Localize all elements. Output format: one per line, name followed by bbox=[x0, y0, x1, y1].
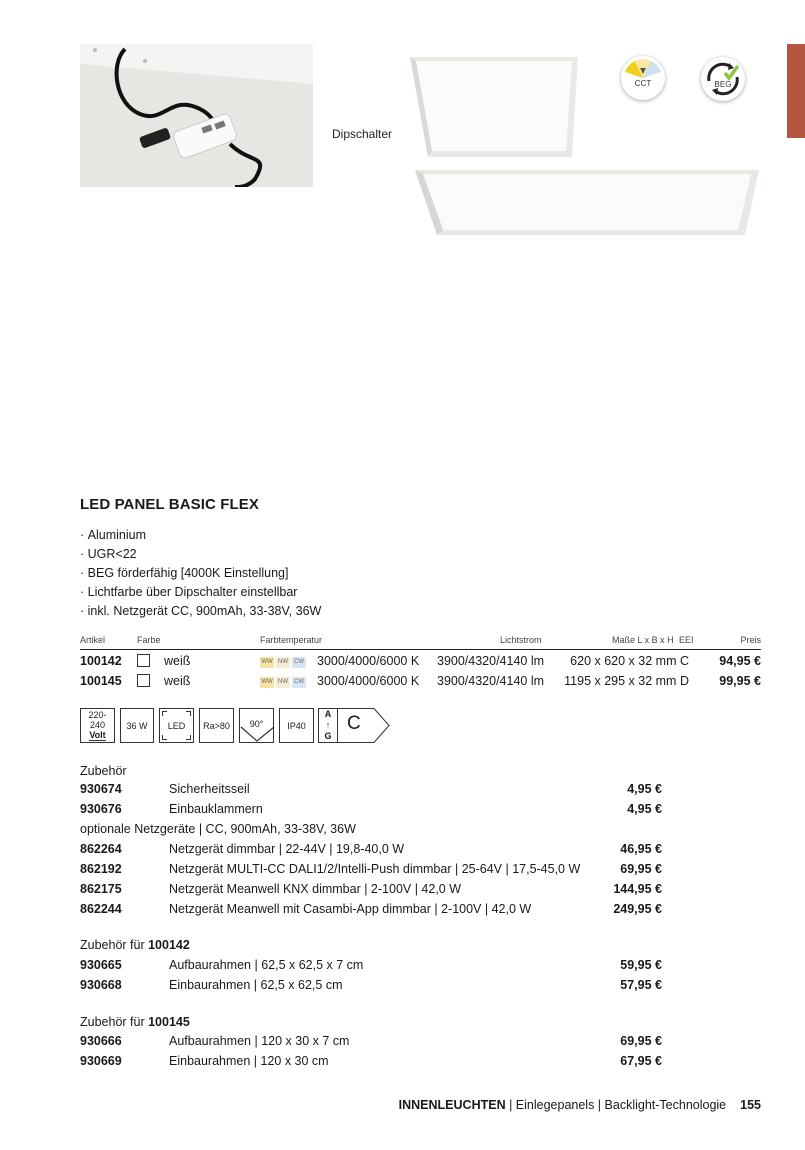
list-item bbox=[80, 1054, 662, 1074]
dipswitch-caption: Dipschalter bbox=[332, 127, 393, 141]
row-kelvin: 3000/4000/6000 K bbox=[317, 674, 420, 688]
ct-chip-nw: NW bbox=[276, 657, 290, 668]
ip-rating-value: IP40 bbox=[287, 720, 306, 731]
group-ref: 100142 bbox=[148, 938, 190, 952]
acc-artikel: 930674 bbox=[80, 782, 122, 796]
wattage-value: 36 W bbox=[126, 720, 148, 731]
table-row bbox=[80, 672, 761, 692]
acc-price: 69,95 € bbox=[620, 1034, 662, 1048]
product-title: LED PANEL BASIC FLEX bbox=[80, 496, 259, 513]
header-lichtstrom: Lichtstrom bbox=[500, 635, 542, 645]
footer-subcategory: | Einlegepanels | Backlight-Technologie bbox=[505, 1098, 727, 1112]
acc-price: 249,95 € bbox=[613, 902, 662, 916]
feature-item: · UGR<22 bbox=[80, 545, 321, 564]
accessories-for-100145-heading bbox=[80, 1015, 190, 1029]
acc-artikel: 862244 bbox=[80, 902, 122, 916]
group-ref: 100145 bbox=[148, 1015, 190, 1029]
row-masse-value: 620 x 620 x 32 mm bbox=[570, 654, 677, 668]
row-masse bbox=[570, 654, 689, 668]
acc-price: 4,95 € bbox=[627, 802, 662, 816]
list-item bbox=[80, 802, 662, 822]
beam-angle-value: 90° bbox=[249, 719, 264, 729]
acc-price: 69,95 € bbox=[620, 862, 662, 876]
color-swatch bbox=[137, 674, 150, 687]
led-label: LED bbox=[167, 720, 186, 731]
energy-scale-bottom: G bbox=[324, 731, 332, 741]
psu-heading: optionale Netzgeräte | CC, 900mAh, 33-38V, 36W bbox=[80, 822, 356, 836]
acc-desc: Einbauklammern bbox=[169, 802, 263, 816]
list-item bbox=[80, 958, 662, 978]
cri-icon bbox=[199, 708, 234, 743]
row-farbe: weiß bbox=[164, 674, 191, 688]
list-item bbox=[80, 882, 662, 902]
feature-item: · BEG förderfähig [4000K Einstellung] bbox=[80, 564, 321, 583]
header-masse: Maße L x B x H bbox=[612, 635, 674, 645]
voltage-range: 220-240 bbox=[88, 710, 107, 730]
group-prefix: Zubehör für bbox=[80, 1015, 145, 1029]
beam-angle-icon bbox=[239, 708, 274, 743]
header-preis: Preis bbox=[740, 635, 761, 645]
led-icon bbox=[159, 708, 194, 743]
acc-price: 144,95 € bbox=[613, 882, 662, 896]
acc-artikel: 930666 bbox=[80, 1034, 122, 1048]
row-kelvin: 3000/4000/6000 K bbox=[317, 654, 420, 668]
acc-desc: Einbaurahmen | 62,5 x 62,5 cm bbox=[169, 978, 343, 992]
footer-category: INNENLEUCHTEN bbox=[398, 1098, 506, 1112]
acc-desc: Aufbaurahmen | 120 x 30 x 7 cm bbox=[169, 1034, 350, 1048]
acc-desc: Netzgerät dimmbar | 22-44V | 19,8-40,0 W bbox=[169, 842, 405, 856]
dipswitch-photo-illustration bbox=[80, 44, 313, 187]
acc-price: 59,95 € bbox=[620, 958, 662, 972]
wattage-icon bbox=[120, 708, 154, 743]
header-artikel: Artikel bbox=[80, 635, 106, 645]
feature-item: · Aluminium bbox=[80, 526, 321, 545]
acc-artikel: 862264 bbox=[80, 842, 122, 856]
ct-chip-nw: NW bbox=[276, 677, 290, 688]
list-item bbox=[80, 978, 662, 998]
table-row bbox=[80, 652, 761, 672]
ct-chip-cw: CW bbox=[292, 657, 306, 668]
acc-desc: Einbaurahmen | 120 x 30 cm bbox=[169, 1054, 329, 1068]
energy-scale-arrow: ↑ bbox=[325, 720, 331, 730]
acc-price: 4,95 € bbox=[627, 782, 662, 796]
row-lichtstrom: 3900/4320/4140 lm bbox=[437, 654, 545, 668]
acc-desc: Netzgerät MULTI-CC DALI1/2/Intelli-Push dimmbar | 25-64V | 17,5-45,0 W bbox=[169, 862, 581, 876]
beam-angle-shape bbox=[240, 717, 275, 743]
accessories-for-100142-heading bbox=[80, 938, 190, 952]
product-table-header bbox=[80, 635, 761, 650]
row-artikel: 100145 bbox=[80, 674, 122, 688]
acc-desc: Sicherheitsseil bbox=[169, 782, 250, 796]
beg-badge bbox=[701, 57, 745, 101]
acc-price: 46,95 € bbox=[620, 842, 662, 856]
ip-rating-icon bbox=[279, 708, 314, 743]
list-item bbox=[80, 842, 662, 862]
energy-label-scale bbox=[318, 708, 338, 743]
dipswitch-photo bbox=[80, 44, 313, 187]
cct-icon bbox=[621, 56, 665, 100]
page-footer bbox=[399, 1098, 761, 1112]
row-preis: 94,95 € bbox=[719, 654, 761, 668]
color-swatch bbox=[137, 654, 150, 667]
row-eei: C bbox=[679, 654, 689, 668]
acc-desc: Netzgerät Meanwell mit Casambi-App dimmbar | 2-100V | 42,0 W bbox=[169, 902, 532, 916]
acc-artikel: 930668 bbox=[80, 978, 122, 992]
acc-artikel: 930676 bbox=[80, 802, 122, 816]
row-eei: D bbox=[679, 674, 689, 688]
ct-chip-ww: WW bbox=[260, 677, 274, 688]
header-eei: EEI bbox=[679, 635, 694, 645]
energy-class-value: C bbox=[347, 713, 361, 734]
beg-label: BEG bbox=[714, 80, 732, 89]
accessories-heading: Zubehör bbox=[80, 764, 127, 778]
row-masse bbox=[564, 674, 689, 688]
list-item bbox=[80, 1034, 662, 1054]
group-prefix: Zubehör für bbox=[80, 938, 145, 952]
feature-item: · Lichtfarbe über Dipschalter einstellbar bbox=[80, 583, 321, 602]
acc-price: 57,95 € bbox=[620, 978, 662, 992]
row-lichtstrom: 3900/4320/4140 lm bbox=[437, 674, 545, 688]
list-item bbox=[80, 862, 662, 882]
cct-label: CCT bbox=[634, 79, 652, 88]
row-farbe: weiß bbox=[164, 654, 191, 668]
cri-value: Ra>80 bbox=[203, 720, 230, 731]
ct-chip-ww: WW bbox=[260, 657, 274, 668]
page-number: 155 bbox=[740, 1098, 761, 1112]
header-farbtemperatur: Farbtemperatur bbox=[260, 635, 323, 645]
feature-list bbox=[80, 526, 321, 621]
row-preis: 99,95 € bbox=[719, 674, 761, 688]
square-panel-photo bbox=[410, 57, 578, 157]
ct-chip-cw: CW bbox=[292, 677, 306, 688]
feature-item: · inkl. Netzgerät CC, 900mAh, 33-38V, 36W bbox=[80, 602, 321, 621]
acc-desc: Netzgerät Meanwell KNX dimmbar | 2-100V | 42,0 W bbox=[169, 882, 462, 896]
row-artikel: 100142 bbox=[80, 654, 122, 668]
section-tab-marker bbox=[787, 44, 805, 138]
cct-badge bbox=[621, 56, 665, 100]
acc-price: 67,95 € bbox=[620, 1054, 662, 1068]
energy-scale-top: A bbox=[324, 709, 332, 719]
acc-desc: Aufbaurahmen | 62,5 x 62,5 x 7 cm bbox=[169, 958, 364, 972]
rectangular-panel-photo bbox=[415, 170, 759, 235]
voltage-icon bbox=[80, 708, 115, 743]
acc-artikel: 862192 bbox=[80, 862, 122, 876]
acc-artikel: 930669 bbox=[80, 1054, 122, 1068]
energy-class-arrow bbox=[338, 708, 390, 743]
beg-refresh-icon bbox=[701, 57, 745, 101]
list-item bbox=[80, 902, 662, 922]
header-farbe: Farbe bbox=[137, 635, 161, 645]
acc-artikel: 930665 bbox=[80, 958, 122, 972]
voltage-unit: Volt bbox=[89, 730, 106, 740]
acc-artikel: 862175 bbox=[80, 882, 122, 896]
list-item bbox=[80, 782, 662, 802]
row-masse-value: 1195 x 295 x 32 mm bbox=[564, 674, 677, 688]
